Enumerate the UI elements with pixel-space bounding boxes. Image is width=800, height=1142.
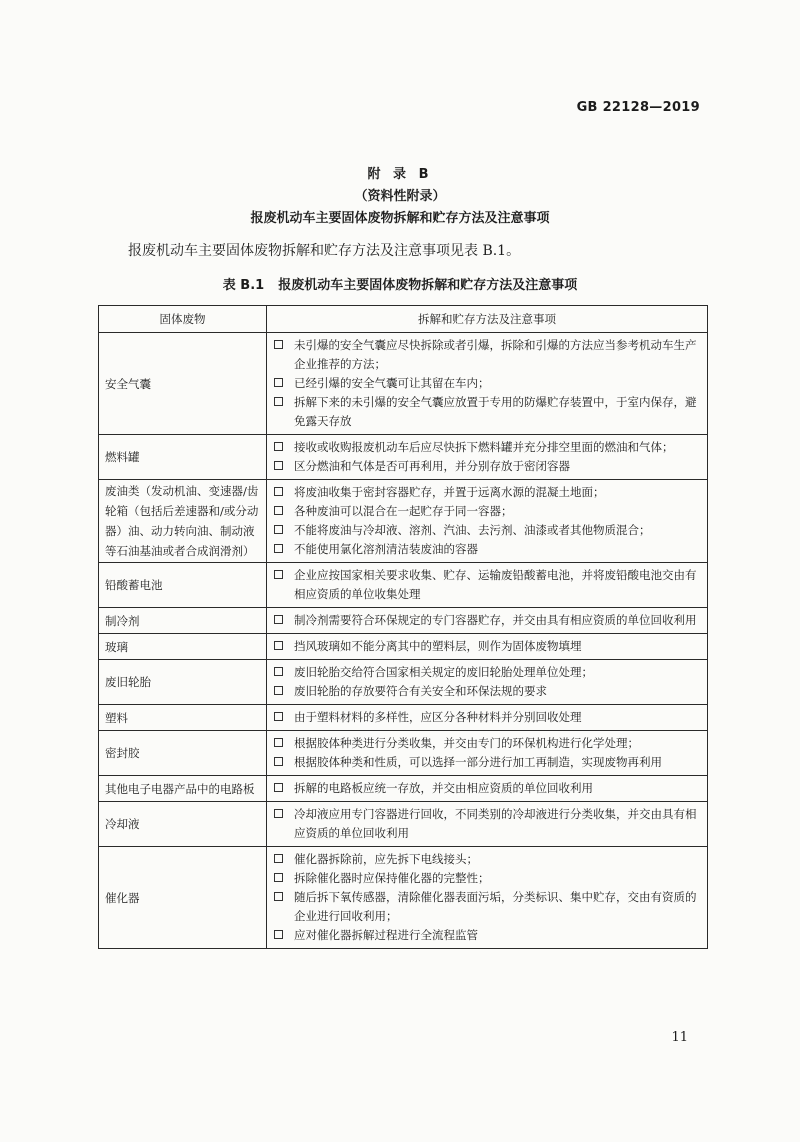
checkbox-square-icon (274, 873, 283, 882)
method-text: 催化器拆除前，应先拆下电线接头； (294, 852, 478, 866)
checkbox-square-icon (274, 854, 283, 863)
method-item (273, 611, 699, 630)
method-text: 应对催化器拆解过程进行全流程监管 (294, 928, 478, 942)
waste-name: 玻璃 (99, 634, 267, 660)
waste-table (98, 305, 708, 949)
checkbox-square-icon (274, 506, 283, 515)
intro-paragraph: 报废机动车主要固体废物拆解和贮存方法及注意事项见表 B.1。 (128, 243, 521, 259)
method-cell (267, 660, 708, 705)
method-cell (267, 731, 708, 776)
method-text: 接收或收购报废机动车后应尽快拆下燃料罐并充分排空里面的燃油和气体； (294, 440, 674, 454)
table-caption (0, 274, 800, 293)
method-text: 拆解的电路板应统一存放，并交由相应资质的单位回收利用 (294, 781, 593, 795)
method-cell (267, 776, 708, 802)
method-item (273, 521, 699, 540)
method-cell (267, 563, 708, 608)
method-item (273, 336, 699, 374)
method-cell (267, 705, 708, 731)
header-methods: 拆解和贮存方法及注意事项 (267, 306, 708, 333)
table-title: 报废机动车主要固体废物拆解和贮存方法及注意事项 (278, 278, 578, 293)
table-row (99, 847, 708, 949)
method-cell (267, 634, 708, 660)
table-body (99, 333, 708, 949)
table-row (99, 480, 708, 563)
method-text: 不能将废油与冷却液、溶剂、汽油、去污剂、油漆或者其他物质混合； (294, 523, 651, 537)
table-number: 表 B.1 (222, 278, 265, 293)
method-text: 不能使用氯化溶剂清洁装废油的容器 (294, 542, 478, 556)
checkbox-square-icon (274, 378, 283, 387)
table-row (99, 705, 708, 731)
checkbox-square-icon (274, 397, 283, 406)
table-row (99, 660, 708, 705)
table-row (99, 776, 708, 802)
appendix-heading: 报废机动车主要固体废物拆解和贮存方法及注意事项 (250, 211, 550, 226)
method-cell (267, 802, 708, 847)
method-item (273, 682, 699, 701)
checkbox-square-icon (274, 712, 283, 721)
waste-name: 密封胶 (99, 731, 267, 776)
checkbox-square-icon (274, 340, 283, 349)
header-waste: 固体废物 (99, 306, 267, 333)
table-row (99, 802, 708, 847)
checkbox-square-icon (274, 615, 283, 624)
waste-name: 其他电子电器产品中的电路板 (99, 776, 267, 802)
appendix-subtitle: （资料性附录） (354, 189, 446, 204)
table-row (99, 634, 708, 660)
method-text: 由于塑料材料的多样性，应区分各种材料并分别回收处理 (294, 710, 582, 724)
method-item (273, 869, 699, 888)
table-row (99, 731, 708, 776)
waste-name: 废油类（发动机油、变速器/齿轮箱（包括后差速器和/或分动器）油、动力转向油、制动液等石油基油或者合成润滑剂） (99, 480, 267, 563)
method-item (273, 502, 699, 521)
waste-name: 燃料罐 (99, 435, 267, 480)
checkbox-square-icon (274, 442, 283, 451)
checkbox-square-icon (274, 641, 283, 650)
method-text: 废旧轮胎的存放要符合有关安全和环保法规的要求 (294, 684, 547, 698)
method-item (273, 708, 699, 727)
appendix-title: 附 录 B (367, 167, 433, 182)
waste-name: 塑料 (99, 705, 267, 731)
method-text: 已经引爆的安全气囊可让其留在车内； (294, 376, 490, 390)
method-text: 将废油收集于密封容器贮存，并置于远离水源的混凝土地面； (294, 485, 605, 499)
method-text: 未引爆的安全气囊应尽快拆除或者引爆，拆除和引爆的方法应当参考机动车生产企业推荐的方法； (294, 338, 697, 371)
checkbox-square-icon (274, 487, 283, 496)
checkbox-square-icon (274, 570, 283, 579)
checkbox-square-icon (274, 809, 283, 818)
method-text: 废旧轮胎交给符合国家相关规定的废旧轮胎处理单位处理； (294, 665, 593, 679)
table-row (99, 608, 708, 634)
method-item (273, 637, 699, 656)
standard-code: GB 22128—2019 (576, 100, 700, 115)
method-text: 根据胶体种类和性质，可以选择一部分进行加工再制造，实现废物再利用 (294, 755, 662, 769)
method-item (273, 926, 699, 945)
method-item (273, 779, 699, 798)
method-cell (267, 847, 708, 949)
method-item (273, 734, 699, 753)
waste-name: 催化器 (99, 847, 267, 949)
method-text: 制冷剂需要符合环保规定的专门容器贮存，并交由具有相应资质的单位回收利用 (294, 613, 697, 627)
table-header-row (99, 306, 708, 333)
table-row (99, 435, 708, 480)
waste-name: 安全气囊 (99, 333, 267, 435)
checkbox-square-icon (274, 544, 283, 553)
method-cell (267, 435, 708, 480)
method-text: 各种废油可以混合在一起贮存于同一容器； (294, 504, 513, 518)
waste-name: 制冷剂 (99, 608, 267, 634)
waste-name: 铅酸蓄电池 (99, 563, 267, 608)
method-item (273, 805, 699, 843)
method-cell (267, 480, 708, 563)
method-text: 区分燃油和气体是否可再利用，并分别存放于密闭容器 (294, 459, 570, 473)
table-row (99, 563, 708, 608)
method-cell (267, 333, 708, 435)
method-text: 挡风玻璃如不能分离其中的塑料层，则作为固体废物填埋 (294, 639, 582, 653)
checkbox-square-icon (274, 686, 283, 695)
checkbox-square-icon (274, 738, 283, 747)
method-item (273, 457, 699, 476)
method-text: 随后拆下氧传感器，清除催化器表面污垢，分类标识、集中贮存，交由有资质的企业进行回收利用； (294, 890, 697, 923)
method-item (273, 566, 699, 604)
method-text: 企业应按国家相关要求收集、贮存、运输废铅酸蓄电池，并将废铅酸电池交由有相应资质的单位收集处理 (294, 568, 697, 601)
page-number: 11 (671, 1030, 688, 1045)
table-row (99, 333, 708, 435)
method-item (273, 753, 699, 772)
waste-name: 冷却液 (99, 802, 267, 847)
method-text: 拆解下来的未引爆的安全气囊应放置于专用的防爆贮存装置中，于室内保存，避免露天存放 (294, 395, 697, 428)
checkbox-square-icon (274, 757, 283, 766)
method-item (273, 663, 699, 682)
waste-name: 废旧轮胎 (99, 660, 267, 705)
checkbox-square-icon (274, 461, 283, 470)
method-item (273, 540, 699, 559)
checkbox-square-icon (274, 525, 283, 534)
method-text: 根据胶体种类进行分类收集，并交由专门的环保机构进行化学处理； (294, 736, 639, 750)
checkbox-square-icon (274, 930, 283, 939)
appendix-heading-block (0, 164, 800, 230)
checkbox-square-icon (274, 667, 283, 676)
method-item (273, 438, 699, 457)
method-cell (267, 608, 708, 634)
checkbox-square-icon (274, 783, 283, 792)
checkbox-square-icon (274, 892, 283, 901)
method-item (273, 374, 699, 393)
method-item (273, 483, 699, 502)
method-text: 拆除催化器时应保持催化器的完整性； (294, 871, 490, 885)
method-text: 冷却液应用专门容器进行回收，不同类别的冷却液进行分类收集，并交由具有相应资质的单位回收利用 (294, 807, 697, 840)
method-item (273, 850, 699, 869)
method-item (273, 393, 699, 431)
method-item (273, 888, 699, 926)
